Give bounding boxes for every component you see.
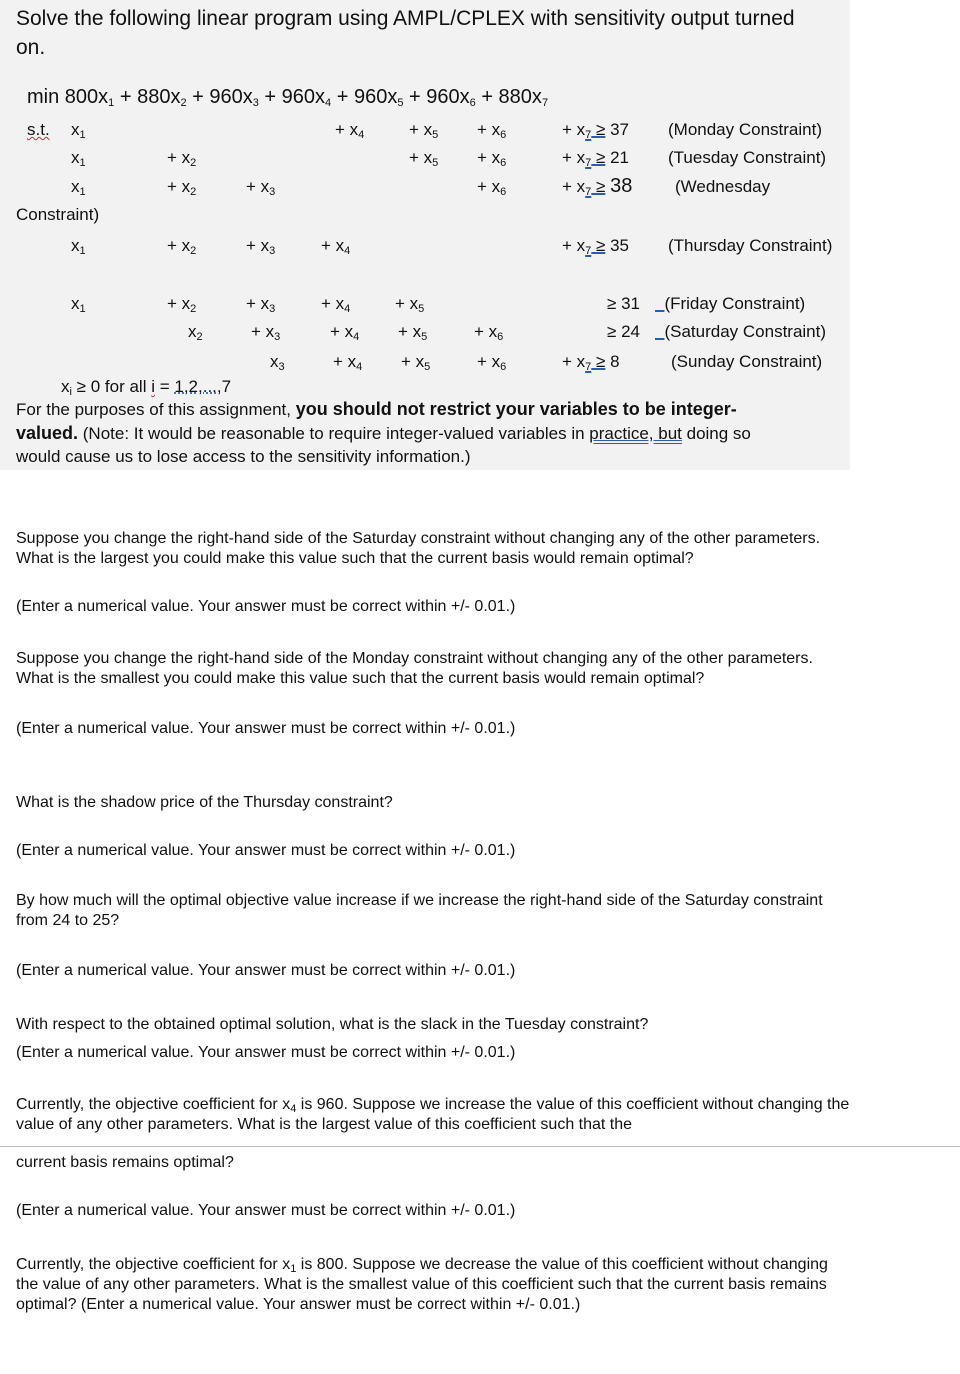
fri-x2: + $x_2$	[167, 294, 197, 315]
question-6: Currently, the objective coefficient for $x_4$ is 960. Suppose we increase the value of this coefficient without changing the value of any other parameters. What is the largest value of this coefficient such that the	[16, 1096, 850, 1133]
page-divider	[0, 1146, 960, 1147]
mon-x1: $x_1$	[71, 120, 86, 141]
sun-x7-rhs: + $x_7 \ge 8$	[562, 352, 620, 373]
sun-x4: + $x_4$	[333, 352, 363, 373]
thu-x1: $x_1$	[71, 236, 86, 257]
fri-rhs: ≥ 31	[607, 294, 640, 313]
question-5: With respect to the obtained optimal solution, what is the slack in the Tuesday constraint?	[16, 1016, 649, 1033]
tue-x7-rhs: + $x_7 \ge 21$	[562, 148, 630, 169]
wed-x7-rhs: + $x_7 \ge 38$	[562, 175, 633, 198]
question-6-cont: current basis remains optimal?	[16, 1154, 234, 1171]
mon-x7-rhs: + $x_7 \ge 37$	[562, 120, 630, 141]
fri-x3: + $x_3$	[246, 294, 276, 315]
thu-x4: + $x_4$	[321, 236, 351, 257]
question-4-note: (Enter a numerical value. Your answer must be correct within +/- 0.01.)	[16, 962, 516, 979]
fri-x1: $x_1$	[71, 294, 86, 315]
objective-function: $\min 800x_1 + 880x_2 + 960x_3 + 960x_4 + 960x_5 + 960x_6 + 880x_7$	[27, 86, 549, 109]
sun-x3: $x_3$	[270, 352, 285, 373]
mon-x6: + $x_6$	[477, 120, 507, 141]
question-7: Currently, the objective coefficient for $x_1$ is 800. Suppose we decrease the value of this coefficient without changing the value of any other parameters. What is the smallest value of this coefficient such that the current basis remains optimal? (Enter a numerical value. Your answer must be correct within +/- 0.01.)	[16, 1256, 828, 1313]
tue-x1: $x_1$	[71, 148, 86, 169]
thu-x3: + $x_3$	[246, 236, 276, 257]
tue-x6: + $x_6$	[477, 148, 507, 169]
thursday-constraint-label: (Thursday Constraint)	[668, 236, 833, 255]
note-line-1: For the purposes of this assignment, you should not restrict your variables to be integer-	[16, 399, 737, 419]
wed-x3: + $x_3$	[246, 177, 276, 198]
wednesday-constraint-label-cont: Constraint)	[16, 205, 100, 224]
thu-x7-rhs: + $x_7 \ge 35$	[562, 236, 630, 257]
sun-x5: + $x_5$	[401, 352, 431, 373]
title-line-2: on.	[16, 36, 46, 59]
note-line-3: would cause us to lose access to the sensitivity information.)	[16, 447, 471, 466]
wednesday-constraint-label: (Wednesday	[675, 177, 771, 196]
sat-x6: + $x_6$	[474, 322, 504, 343]
monday-constraint-label: (Monday Constraint)	[668, 120, 823, 139]
sunday-constraint-label: (Sunday Constraint)	[671, 352, 823, 371]
question-2-note: (Enter a numerical value. Your answer must be correct within +/- 0.01.)	[16, 720, 516, 737]
fri-x5: + $x_5$	[395, 294, 425, 315]
friday-constraint-label: (Friday Constraint)	[664, 294, 806, 313]
tue-x2: + $x_2$	[167, 148, 197, 169]
saturday-constraint-label: (Saturday Constraint)	[664, 322, 827, 341]
mon-x5: + $x_5$	[409, 120, 439, 141]
question-3-note: (Enter a numerical value. Your answer must be correct within +/- 0.01.)	[16, 842, 516, 859]
sun-x6: + $x_6$	[477, 352, 507, 373]
question-3: What is the shadow price of the Thursday constraint?	[16, 794, 393, 811]
wed-x2: + $x_2$	[167, 177, 197, 198]
question-4: By how much will the optimal objective value increase if we increase the right-hand side of the Saturday constraint from 24 to 25?	[16, 892, 823, 929]
wed-x1: $x_1$	[71, 177, 86, 198]
tuesday-constraint-label: (Tuesday Constraint)	[668, 148, 827, 167]
mon-x4: + $x_4$	[335, 120, 365, 141]
sat-x5: + $x_5$	[398, 322, 428, 343]
sat-x4: + $x_4$	[330, 322, 360, 343]
sat-rhs: ≥ 24	[607, 322, 640, 341]
question-6-note: (Enter a numerical value. Your answer must be correct within +/- 0.01.)	[16, 1202, 516, 1219]
subject-to-label: s.t.	[27, 120, 50, 139]
note-line-2: valued. (Note: It would be reasonable to require integer-valued variables in practice, but doing so	[16, 423, 751, 443]
tue-x5: + $x_5$	[409, 148, 439, 169]
fri-x4: + $x_4$	[321, 294, 351, 315]
title-line-1: Solve the following linear program using AMPL/CPLEX with sensitivity output turned	[16, 7, 795, 30]
question-1: Suppose you change the right-hand side of the Saturday constraint without changing any of the other parameters. What is the largest you could make this value such that the current basis would remain optimal?	[16, 530, 821, 567]
thu-x2: + $x_2$	[167, 236, 197, 257]
sat-x3: + $x_3$	[251, 322, 281, 343]
question-5-note: (Enter a numerical value. Your answer must be correct within +/- 0.01.)	[16, 1044, 516, 1061]
nonnegativity-constraint: $x_i \ge 0$ for all i = 1,2,...,7	[61, 377, 232, 398]
sat-x2: $x_2$	[188, 322, 203, 343]
wed-x6: + $x_6$	[477, 177, 507, 198]
question-2: Suppose you change the right-hand side of the Monday constraint without changing any of the other parameters. What is the smallest you could make this value such that the current basis would remain optimal?	[16, 650, 813, 687]
question-1-note: (Enter a numerical value. Your answer must be correct within +/- 0.01.)	[16, 598, 516, 615]
